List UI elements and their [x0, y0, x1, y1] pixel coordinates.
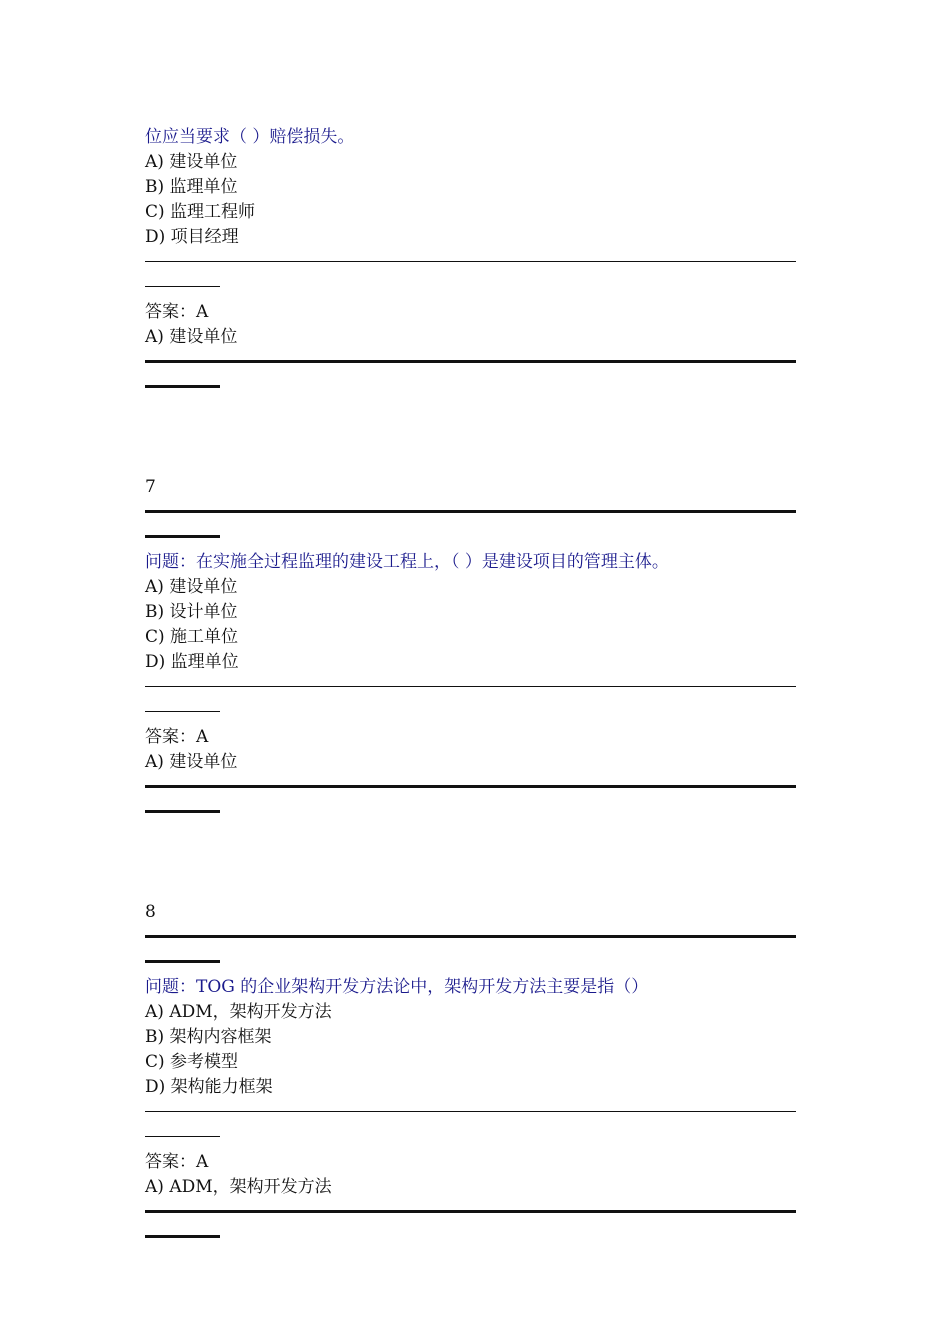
answer-label: 答案：A [145, 1152, 209, 1172]
answer-text: A) 建设单位 [145, 752, 238, 772]
option-b: B) 设计单位 [145, 602, 238, 622]
separator-line [145, 250, 796, 300]
option-a: A) ADM，架构开发方法 [145, 1002, 332, 1022]
option-c: C) 监理工程师 [145, 202, 256, 222]
document-page [145, 125, 796, 1250]
option-c: C) 施工单位 [145, 627, 239, 647]
answer-text: A) ADM，架构开发方法 [145, 1177, 332, 1197]
answer-label: 答案：A [145, 727, 209, 747]
question-number: 8 [145, 902, 156, 922]
answer-label: 答案：A [145, 302, 209, 322]
answer-text: A) 建设单位 [145, 327, 238, 347]
separator-line [145, 1100, 796, 1150]
spacer [145, 825, 796, 875]
separator-line [145, 925, 796, 975]
option-a: A) 建设单位 [145, 577, 238, 597]
question-number: 7 [145, 477, 156, 497]
option-b: B) 架构内容框架 [145, 1027, 272, 1047]
separator-line [145, 675, 796, 725]
option-b: B) 监理单位 [145, 177, 238, 197]
separator-line [145, 775, 796, 825]
spacer [145, 400, 796, 450]
option-a: A) 建设单位 [145, 152, 238, 172]
option-d: D) 监理单位 [145, 652, 239, 672]
option-d: D) 架构能力框架 [145, 1077, 273, 1097]
question-text: 问题：TOG 的企业架构开发方法论中，架构开发方法主要是指（） [145, 977, 649, 997]
separator-line [145, 350, 796, 400]
question-text: 问题：在实施全过程监理的建设工程上，（ ）是建设项目的管理主体。 [145, 552, 669, 572]
option-d: D) 项目经理 [145, 227, 239, 247]
separator-line [145, 500, 796, 550]
option-c: C) 参考模型 [145, 1052, 239, 1072]
separator-line [145, 1200, 796, 1250]
question-text: 位应当要求（ ）赔偿损失。 [145, 127, 355, 147]
